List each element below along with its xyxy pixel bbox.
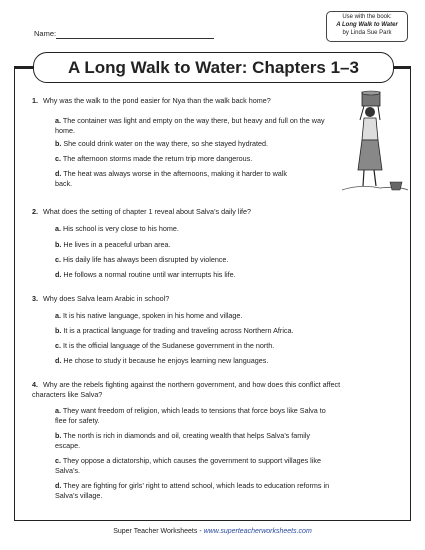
title-rule-left bbox=[14, 66, 33, 69]
question-3 bbox=[32, 294, 352, 304]
option-letter: b. bbox=[55, 139, 62, 148]
girl-carrying-water-illustration bbox=[340, 90, 410, 195]
option-text: The north is rich in diamonds and oil, creating wealth that helps Salva’s family escape. bbox=[55, 431, 311, 450]
option-text: He chose to study it because he enjoys learning new languages. bbox=[63, 356, 269, 365]
option-text: It is a practical language for trading and traveling across Northern Africa. bbox=[63, 326, 294, 335]
option-3c[interactable] bbox=[55, 341, 375, 351]
option-letter: a. bbox=[55, 224, 61, 233]
option-text: His school is very close to his home. bbox=[63, 224, 179, 233]
footer-brand: Super Teacher Worksheets bbox=[113, 528, 198, 535]
question-text: Why does Salva learn Arabic in school? bbox=[43, 294, 170, 303]
question-text: Why was the walk to the pond easier for Nya than the walk back home? bbox=[43, 96, 271, 105]
option-text: His daily life has always been disrupted by violence. bbox=[63, 255, 229, 264]
option-letter: d. bbox=[55, 356, 62, 365]
option-text: It is his native language, spoken in his home and village. bbox=[63, 311, 243, 320]
option-letter: d. bbox=[55, 169, 62, 178]
book-info-box bbox=[326, 11, 408, 42]
option-letter: d. bbox=[55, 481, 62, 490]
question-number: 4. bbox=[32, 380, 38, 389]
option-2d[interactable] bbox=[55, 270, 345, 280]
option-text: They want freedom of religion, which leads to tensions that force boys like Salva to flee for safety. bbox=[55, 406, 326, 425]
page-title: A Long Walk to Water: Chapters 1–3 bbox=[33, 52, 394, 83]
option-text: She could drink water on the way there, so she stayed hydrated. bbox=[63, 139, 268, 148]
option-text: They are fighting for girls’ right to attend school, which leads to education reforms in Salva’s village. bbox=[55, 481, 330, 500]
option-letter: b. bbox=[55, 240, 62, 249]
question-number: 2. bbox=[32, 207, 38, 216]
option-letter: b. bbox=[55, 431, 62, 440]
option-3b[interactable] bbox=[55, 326, 375, 336]
option-letter: a. bbox=[55, 311, 61, 320]
option-3d[interactable] bbox=[55, 356, 375, 366]
option-text: The afternoon storms made the return trip more dangerous. bbox=[62, 154, 253, 163]
option-4d[interactable] bbox=[55, 481, 330, 500]
footer bbox=[0, 528, 425, 535]
option-text: The container was light and empty on the way there, but heavy and full on the way home. bbox=[55, 116, 325, 135]
option-1d[interactable] bbox=[55, 169, 295, 188]
option-text: The heat was always worse in the afternoons, making it harder to walk back. bbox=[55, 169, 287, 188]
question-number: 3. bbox=[32, 294, 38, 303]
option-letter: c. bbox=[55, 154, 61, 163]
option-text: He lives in a peaceful urban area. bbox=[63, 240, 171, 249]
question-text: What does the setting of chapter 1 reveal about Salva’s daily life? bbox=[43, 207, 252, 216]
option-letter: c. bbox=[55, 255, 61, 264]
option-letter: b. bbox=[55, 326, 62, 335]
option-letter: a. bbox=[55, 406, 61, 415]
book-author: by Linda Sue Park bbox=[342, 30, 392, 37]
option-letter: a. bbox=[55, 116, 61, 125]
option-1c[interactable] bbox=[55, 154, 345, 164]
question-2 bbox=[32, 207, 352, 217]
option-2b[interactable] bbox=[55, 240, 345, 250]
option-1a[interactable] bbox=[55, 116, 345, 135]
name-field[interactable] bbox=[56, 38, 214, 39]
question-1 bbox=[32, 96, 352, 106]
option-letter: c. bbox=[55, 341, 61, 350]
option-3a[interactable] bbox=[55, 311, 345, 321]
option-2a[interactable] bbox=[55, 224, 345, 234]
book-info-line: Use with the book: bbox=[342, 14, 392, 20]
name-label: Name: bbox=[34, 29, 57, 38]
option-4b[interactable] bbox=[55, 431, 330, 450]
option-2c[interactable] bbox=[55, 255, 345, 265]
option-text: It is the official language of the Sudanese government in the north. bbox=[63, 341, 275, 350]
option-text: He follows a normal routine until war interrupts his life. bbox=[63, 270, 236, 279]
option-letter: d. bbox=[55, 270, 62, 279]
option-text: They oppose a dictatorship, which causes the government to support villages like Salva’s. bbox=[55, 456, 321, 475]
footer-separator: - bbox=[197, 528, 204, 535]
title-rule-right bbox=[394, 66, 411, 69]
question-number: 1. bbox=[32, 96, 38, 105]
book-title: A Long Walk to Water bbox=[336, 22, 398, 29]
option-1b[interactable] bbox=[55, 139, 345, 149]
option-4c[interactable] bbox=[55, 456, 330, 475]
footer-url-link[interactable]: www.superteacherworksheets.com bbox=[203, 528, 312, 535]
option-4a[interactable] bbox=[55, 406, 330, 425]
option-letter: c. bbox=[55, 456, 61, 465]
question-4 bbox=[32, 380, 352, 399]
question-text: Why are the rebels fighting against the northern government, and how does this conflict affect characters like Salva? bbox=[32, 380, 341, 399]
